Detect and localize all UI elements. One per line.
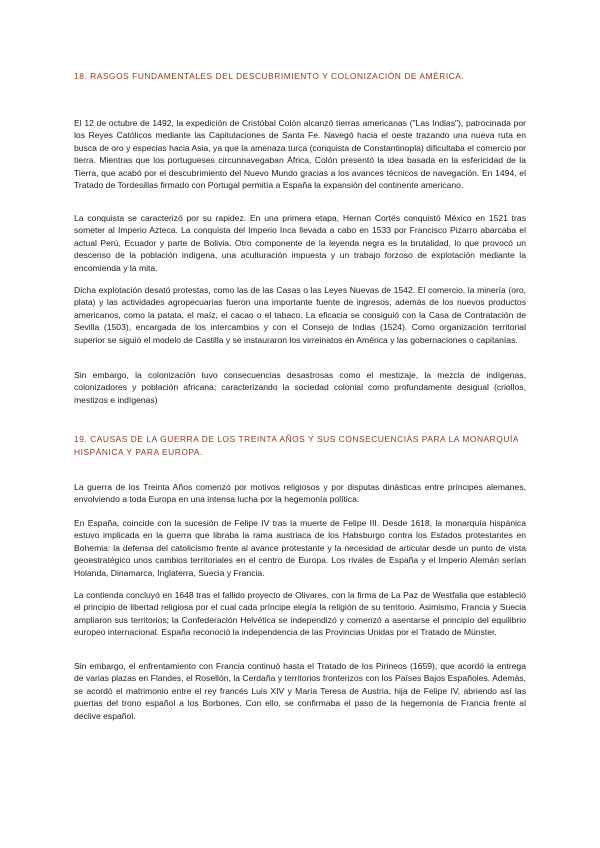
section-19-paragraph-1: La guerra de los Treinta Años comenzó por motivos religiosos y por disputas dinásticas entre príncipes alemanes, envolviendo a toda Europa en una intensa lucha por la hegemonía política. — [74, 482, 526, 505]
section-18-paragraph-3: Dicha explotación desató protestas, como las de las Casas o las Leyes Nuevas de 1542. El comercio, la minería (oro, plata) y las actividades agropecuarias fueron una importante fuente de ingresos, además de los nuevos productos americanos, como la patata, el maíz, el cacao o el tabaco. La eficacia se consiguió con la Casa de Contratación de Sevilla (1503), encargada de los intercambios y con el Consejo de Indias (1524). Como organización territorial superior se siguió el modelo de Castilla y se instauraron los virreinatos en América y las gobernaciones o capitanías. — [74, 285, 526, 345]
section-19-paragraph-3: La contienda concluyó en 1648 tras el fallido proyecto de Olivares, con la firma de La Paz de Westfalia que estableció el principio de libertad religiosa por el cual cada príncipe elegía la religión de su territorio. Asimismo, Francia y Suecia ampliaron sus territorios; la Confederación Helvética se independizó y comenzó a asentarse el principio del equilibrio europeo internacional. España reconoció la independencia de las Provincias Unidas por el Tratado de Münster. — [74, 590, 526, 638]
section-18-heading: 18. RASGOS FUNDAMENTALES DEL DESCUBRIMIENTO Y COLONIZACIÓN DE AMÉRICA. — [74, 71, 465, 81]
section-18-paragraph-2: La conquista se caracterizó por su rapidez. En una primera etapa, Hernan Cortés conquistó México en 1521 tras someter al Imperio Azteca. La conquista del Imperio Inca llevada a cabo en 1533 por Francisco Pizarro abarcaba el actual Perú, Ecuador y parte de Bolivia. Otro componente de la leyenda negra es la brutalidad, lo que provocó un descenso de la población indígena, una aculturación impuesta y un trabajo forzoso de explotación mediante la encomienda y la mita. — [74, 213, 526, 273]
section-18-paragraph-1: El 12 de octubre de 1492, la expedición de Cristóbal Colón alcanzó tierras americanas ("Las Indias"), patrocinada por los Reyes Católicos mediante las Capitulaciones de Santa Fe. Navegó hacia el oeste trazando una nueva ruta en busca de oro y especias hacia Asia, ya que la amenaza turca (conquista de Constantinopla) dificultaba el comercio por tierra. Mientras que los portugueses circunnavegaban África, Colón presentó la idea basada en la esfericidad de la Tierra, que acabó por el descubrimiento del Nuevo Mundo gracias a los avances técnicos de navegación. En 1494, el Tratado de Tordesillas firmado con Portugal permitía a España la expansión del continente americano. — [74, 118, 526, 191]
section-19-heading: 19. CAUSAS DE LA GUERRA DE LOS TREINTA AÑOS Y SUS CONSECUENCIAS PARA LA MONARQUÍA HISPÁNICA Y PARA EUROPA. — [74, 434, 519, 457]
section-19-paragraph-2: En España, coincide con la sucesión de Felipe IV tras la muerte de Felipe III. Desde 1618, la monarquía hispánica estuvo implicada en la guerra que libraba la rama austriaca de los Habsburgo contra los Estados protestantes en Bohemia: la defensa del catolicismo frente al avance protestante y la necesidad de articular desde un punto de vista geoestratégico unos cambios territoriales en el centro de Europa. Los rivales de España y el Imperio Alemán serían Holanda, Dinamarca, Inglaterra, Suecia y Francia. — [74, 518, 526, 578]
section-18-paragraph-4: Sin embargo, la colonización tuvo consecuencias desastrosas como el mestizaje, la mezcla de indígenas, colonizadores y población africana; caracterizando la sociedad colonial como profundamente desigual (criollos, mestizos e indígenas) — [74, 370, 526, 405]
section-19-paragraph-4: Sin embargo, el enfrentamiento con Francia continuó hasta el Tratado de los Pirineos (1659), que acordó la entrega de varias plazas en Flandes, el Rosellón, la Cerdaña y territorios fronterizos con los Países Bajos Españoles. Además, se acordó el matrimonio entre el rey francés Luis XIV y María Teresa de Austria, hija de Felipe IV, abriendo así las puertas del trono español a los Borbones. Con ello, se confirmaba el paso de la hegemonía de Francia frente al declive español. — [74, 661, 526, 721]
